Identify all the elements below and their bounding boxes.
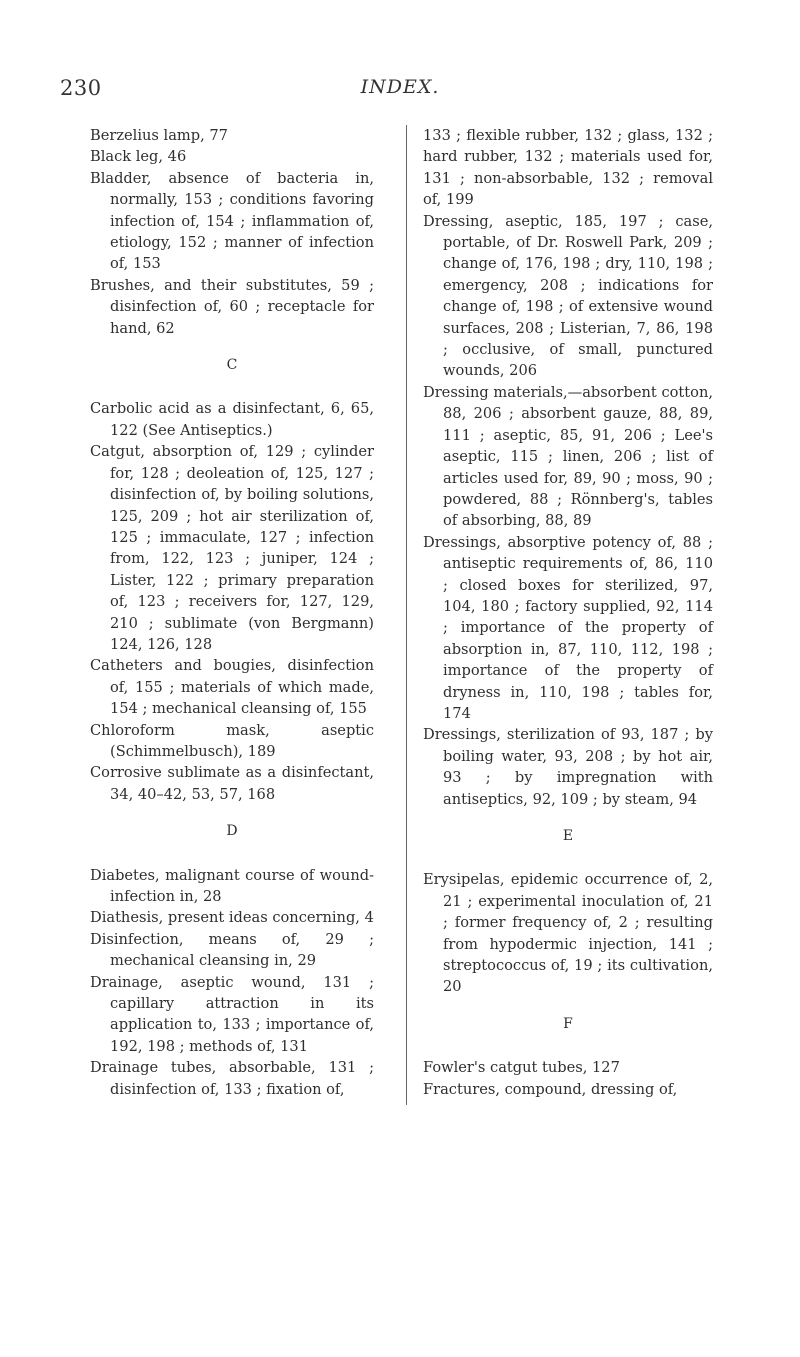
right-column xyxy=(423,125,713,1100)
index-entry: Chloroform mask, aseptic (Schimmelbusch), 189 xyxy=(90,721,374,760)
page-number: 230 xyxy=(60,76,102,100)
index-entry: Catheters and bougies, disinfection of, 155 ; materials of which made, 154 ; mechanical cleansing of, 155 xyxy=(90,657,374,718)
index-entry: Fractures, compound, dressing of, xyxy=(423,1080,678,1098)
index-entry: Fowler's catgut tubes, 127 xyxy=(423,1059,620,1077)
index-entry: Dressings, sterilization of 93, 187 ; by boiling water, 93, 208 ; by hot air, 93 ; by impregnation with antiseptics, 92, 109 ; by steam, 94 xyxy=(423,726,713,808)
index-entry: Diabetes, malignant course of wound-infection in, 28 xyxy=(90,866,374,905)
index-entry: Drainage, aseptic wound, 131 ; capillary attraction in its application to, 133 ; importance of, 192, 198 ; methods of, 131 xyxy=(90,973,374,1055)
index-entry: Corrosive sublimate as a disinfectant, 34, 40–42, 53, 57, 168 xyxy=(90,764,374,803)
index-entry: Disinfection, means of, 29 ; mechanical cleansing in, 29 xyxy=(90,930,374,970)
section-letter: C xyxy=(226,357,238,374)
index-entry: Diathesis, present ideas concerning, 4 xyxy=(90,909,374,927)
index-entry: Bladder, absence of bacteria in, normally, 153 ; conditions favoring infection of, 154 ; inflammation of, etiology, 152 ; manner of infection of, 153 xyxy=(90,169,374,273)
section-letter: E xyxy=(562,828,574,844)
index-entry: 133 ; flexible rubber, 132 ; glass, 132 ; hard rubber, 132 ; materials used for, 131 ; non-absorbable, 132 ; removal of, 199 xyxy=(423,127,713,209)
index-entry: Erysipelas, epidemic occurrence of, 2, 21 ; experimental inoculation of, 21 ; former frequency of, 2 ; resulting from hypodermic injection, 141 ; streptococcus of, 19 ; its cultivation, 20 xyxy=(423,871,713,996)
index-entry: Drainage tubes, absorbable, 131 ; disinfection of, 133 ; fixation of, xyxy=(90,1059,374,1098)
index-entry: Dressing, aseptic, 185, 197 ; case, portable, of Dr. Roswell Park, 209 ; change of, 176, 198 ; dry, 110, 198 ; emergency, 208 ; indications for change of, 198 ; of extensive wound surfaces, 208 ; Listerian, 7, 86, 198 ; occlusive, of small, punctured wounds, 206 xyxy=(423,212,713,380)
index-entry: Carbolic acid as a disinfectant, 6, 65, 122 (See Antiseptics.) xyxy=(90,400,374,439)
index-entry: Berzelius lamp, 77 xyxy=(90,127,228,144)
index-entry: Black leg, 46 xyxy=(90,148,187,166)
running-head: INDEX. xyxy=(360,76,440,98)
index-entry: Brushes, and their substitutes, 59 ; disinfection of, 60 ; receptacle for hand, 62 xyxy=(90,276,374,337)
section-letter: D xyxy=(226,823,238,840)
column-divider xyxy=(406,125,407,1105)
index-entry: Dressing materials,—absorbent cotton, 88, 206 ; absorbent gauze, 88, 89, 111 ; aseptic, 85, 91, 206 ; Lee's aseptic, 115 ; linen, 206 ; list of articles used for, 89, 90 ; moss, 90 ; powdered, 88 ; Rönnberg's, tables of absorbing, 88, 89 xyxy=(423,383,713,530)
index-entry: Catgut, absorption of, 129 ; cylinder for, 128 ; deoleation of, 125, 127 ; disinfection of, by boiling solutions, 125, 209 ; hot air sterilization of, 125 ; immaculate, 127 ; infection from, 122, 123 ; juniper, 124 ; Lister, 122 ; primary preparation of, 123 ; receivers for, 127, 129, 210 ; sublimate (von Bergmann) 124, 126, 128 xyxy=(90,443,374,653)
section-letter: F xyxy=(563,1015,573,1032)
left-column xyxy=(90,125,374,1100)
index-entry: Dressings, absorptive potency of, 88 ; antiseptic requirements of, 86, 110 ; closed boxes for sterilized, 97, 104, 180 ; factory supplied, 92, 114 ; importance of the property of absorption in, 87, 110, 112, 198 ; importance of the property of dryness in, 110, 198 ; tables for, 174 xyxy=(423,533,713,722)
